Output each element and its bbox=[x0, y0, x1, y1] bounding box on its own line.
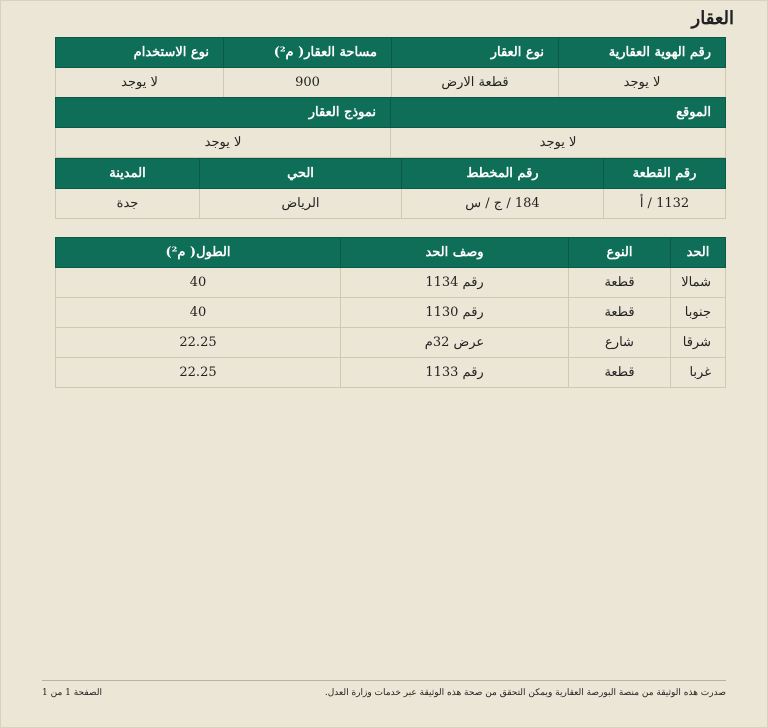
header-boundary-type: النوع bbox=[569, 238, 671, 268]
table-header-row bbox=[56, 238, 726, 268]
header-boundary: الحد bbox=[671, 238, 726, 268]
value-district: الرياض bbox=[200, 189, 402, 219]
header-location: الموقع bbox=[391, 98, 726, 128]
header-district: الحي bbox=[200, 159, 402, 189]
table-row bbox=[56, 68, 726, 98]
header-usage-type: نوع الاستخدام bbox=[56, 38, 224, 68]
value-location: لا يوجد bbox=[391, 128, 726, 158]
value-property-area: 900 bbox=[224, 68, 392, 98]
value-plot-number: 1132 / أ bbox=[604, 189, 726, 219]
header-city: المدينة bbox=[56, 159, 200, 189]
boundary-length: 22.25 bbox=[56, 328, 341, 358]
boundary-type: شارع bbox=[569, 328, 671, 358]
header-boundary-description: وصف الحد bbox=[341, 238, 569, 268]
plot-table bbox=[55, 158, 726, 219]
value-usage-type: لا يوجد bbox=[56, 68, 224, 98]
table-row bbox=[56, 298, 726, 328]
header-property-id: رقم الهوية العقارية bbox=[559, 38, 726, 68]
footer-note: صدرت هذه الوثيقة من منصة البورصة العقارية ويمكن التحقق من صحة هذه الوثيقة عبر خدمات وزارة العدل. bbox=[324, 688, 726, 698]
boundary-length: 40 bbox=[56, 298, 341, 328]
value-property-model: لا يوجد bbox=[56, 128, 391, 158]
property-info-table bbox=[55, 37, 726, 98]
value-city: جدة bbox=[56, 189, 200, 219]
table-row bbox=[56, 128, 726, 158]
value-property-type: قطعة الارض bbox=[392, 68, 559, 98]
boundary-description: عرض 32م bbox=[341, 328, 569, 358]
boundary-description: رقم 1130 bbox=[341, 298, 569, 328]
boundary-length: 40 bbox=[56, 268, 341, 298]
table-row bbox=[56, 189, 726, 219]
footer-divider bbox=[42, 680, 726, 681]
boundary-direction: جنوبا bbox=[671, 298, 726, 328]
boundary-description: رقم 1133 bbox=[341, 358, 569, 388]
page-number: الصفحة 1 من 1 bbox=[42, 688, 102, 698]
boundary-description: رقم 1134 bbox=[341, 268, 569, 298]
header-property-area: مساحة العقار( م²) bbox=[224, 38, 392, 68]
boundary-direction: شرقا bbox=[671, 328, 726, 358]
section-title: العقار bbox=[691, 8, 734, 29]
boundary-type: قطعة bbox=[569, 298, 671, 328]
table-row bbox=[56, 268, 726, 298]
table-header-row bbox=[56, 98, 726, 128]
header-plot-number: رقم القطعة bbox=[604, 159, 726, 189]
table-row bbox=[56, 358, 726, 388]
boundary-length: 22.25 bbox=[56, 358, 341, 388]
header-property-model: نموذج العقار bbox=[56, 98, 391, 128]
header-property-type: نوع العقار bbox=[392, 38, 559, 68]
header-boundary-length: الطول( م²) bbox=[56, 238, 341, 268]
boundary-direction: شمالا bbox=[671, 268, 726, 298]
location-table bbox=[55, 97, 726, 158]
header-plan-number: رقم المخطط bbox=[402, 159, 604, 189]
table-row bbox=[56, 328, 726, 358]
boundary-type: قطعة bbox=[569, 358, 671, 388]
table-header-row bbox=[56, 159, 726, 189]
boundaries-table bbox=[55, 237, 726, 388]
value-property-id: لا يوجد bbox=[559, 68, 726, 98]
boundary-direction: غربا bbox=[671, 358, 726, 388]
boundary-type: قطعة bbox=[569, 268, 671, 298]
value-plan-number: 184 / ج / س bbox=[402, 189, 604, 219]
table-header-row bbox=[56, 38, 726, 68]
